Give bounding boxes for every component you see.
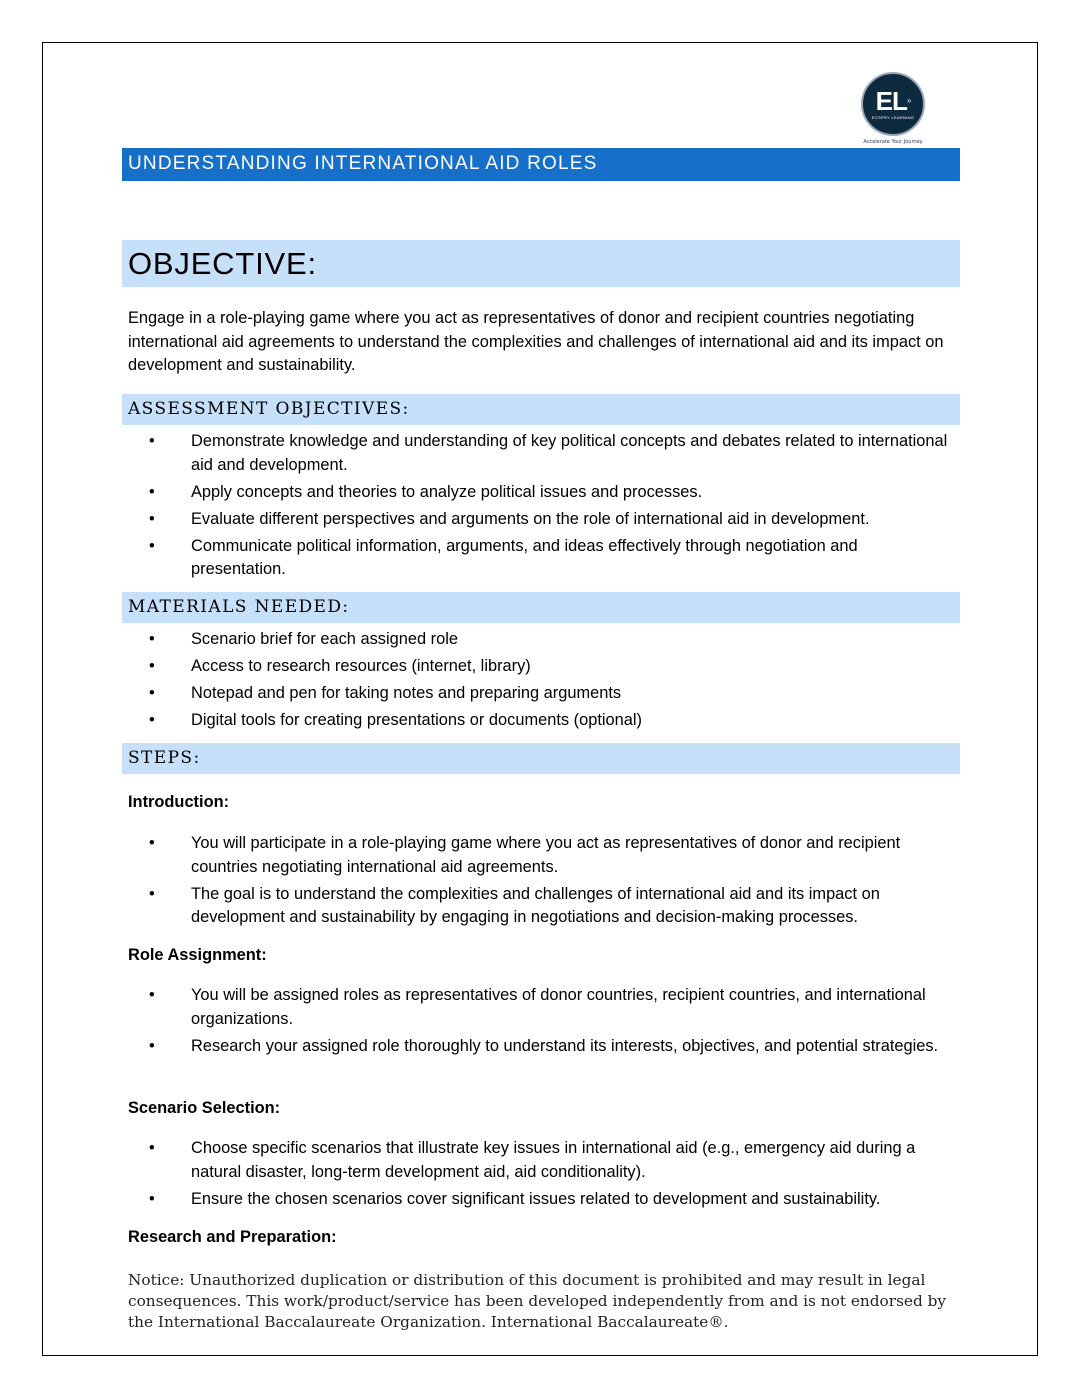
list-item	[128, 481, 948, 505]
bullet-icon: •	[149, 684, 155, 702]
list-item	[128, 535, 948, 582]
assessment-heading: ASSESSMENT OBJECTIVES:	[122, 394, 960, 425]
list-item	[128, 709, 948, 733]
list-item	[128, 1188, 948, 1212]
role-assignment-list	[128, 984, 948, 1062]
bullet-icon: •	[149, 536, 155, 555]
list-item-text: Access to research resources (internet, library)	[191, 657, 531, 675]
list-item-text: Apply concepts and theories to analyze political issues and processes.	[191, 482, 703, 501]
logo-letters: EL	[875, 86, 907, 116]
bullet-icon: •	[149, 986, 155, 1004]
bullet-icon: •	[149, 1189, 155, 1208]
bullet-icon: •	[149, 711, 155, 729]
logo	[861, 72, 925, 136]
list-item-text: Evaluate different perspectives and arguments on the role of international aid in development.	[191, 509, 870, 528]
logo-subtext: ECSPRY LEARNING	[871, 115, 915, 120]
list-item-text: Demonstrate knowledge and understanding of key political concepts and debates related to international aid and development.	[191, 432, 948, 474]
copyright-notice: Notice: Unauthorized duplication or distribution of this document is prohibited and may result in legal consequences. This work/product/service has been developed independently from and is not endorsed by the International Baccalaureate Organization. International Baccalaureate®.	[128, 1271, 947, 1331]
list-item	[128, 984, 948, 1031]
list-item-text: You will participate in a role-playing game where you act as representatives of donor and recipient countries negotiating international aid agreements.	[191, 834, 901, 876]
list-item	[128, 1137, 948, 1184]
bullet-icon: •	[149, 1139, 155, 1157]
list-item-text: Ensure the chosen scenarios cover significant issues related to development and sustainability.	[191, 1189, 881, 1208]
list-item-text: Choose specific scenarios that illustrate key issues in international aid (e.g., emergency aid during a natural disaster, long-term development aid, aid conditionality).	[191, 1139, 916, 1181]
list-item	[128, 832, 948, 879]
materials-heading: MATERIALS NEEDED:	[122, 592, 960, 623]
list-item	[128, 430, 948, 477]
bullet-icon: •	[149, 884, 155, 903]
bullet-icon: •	[149, 432, 155, 450]
list-item-text: You will be assigned roles as representatives of donor countries, recipient countries, and international organizations.	[191, 986, 926, 1028]
objective-heading: OBJECTIVE:	[122, 240, 960, 287]
introduction-list	[128, 832, 948, 933]
scenario-selection-list	[128, 1137, 948, 1215]
bullet-icon: •	[149, 657, 155, 675]
list-item	[128, 883, 948, 930]
steps-heading: STEPS:	[122, 743, 960, 774]
list-item-text: Research your assigned role thoroughly to understand its interests, objectives, and potential strategies.	[191, 1036, 939, 1055]
list-item	[128, 655, 948, 679]
introduction-subheading: Introduction:	[128, 793, 230, 811]
list-item	[128, 628, 948, 652]
bullet-icon: •	[149, 509, 155, 528]
list-item	[128, 1035, 948, 1059]
list-item-text: The goal is to understand the complexities and challenges of international aid and its impact on development and sustainability by engaging in negotiations and decision-making processes.	[191, 884, 880, 926]
bullet-icon: •	[149, 630, 155, 648]
bullet-icon: •	[149, 482, 155, 501]
logo-arrows-icon: »	[906, 96, 911, 105]
list-item-text: Notepad and pen for taking notes and preparing arguments	[191, 684, 622, 702]
list-item	[128, 682, 948, 706]
objective-text: Engage in a role-playing game where you act as representatives of donor and recipient countries negotiating international aid agreements to understand the complexities and challenges of international aid and its impact on development and sustainability.	[128, 309, 944, 374]
logo-tagline: Accelerate Your Journey	[863, 139, 923, 145]
logo-mark	[876, 88, 911, 114]
bullet-icon: •	[149, 834, 155, 852]
assessment-list	[128, 430, 948, 585]
list-item-text: Scenario brief for each assigned role	[191, 630, 458, 648]
scenario-selection-subheading: Scenario Selection:	[128, 1099, 281, 1117]
list-item-text: Digital tools for creating presentations or documents (optional)	[191, 711, 642, 729]
role-assignment-subheading: Role Assignment:	[128, 946, 267, 964]
list-item-text: Communicate political information, arguments, and ideas effectively through negotiation and presentation.	[191, 536, 858, 578]
research-preparation-subheading: Research and Preparation:	[128, 1228, 337, 1246]
bullet-icon: •	[149, 1036, 155, 1055]
materials-list	[128, 628, 948, 736]
list-item	[128, 508, 948, 532]
document-title: UNDERSTANDING INTERNATIONAL AID ROLES	[122, 148, 960, 181]
